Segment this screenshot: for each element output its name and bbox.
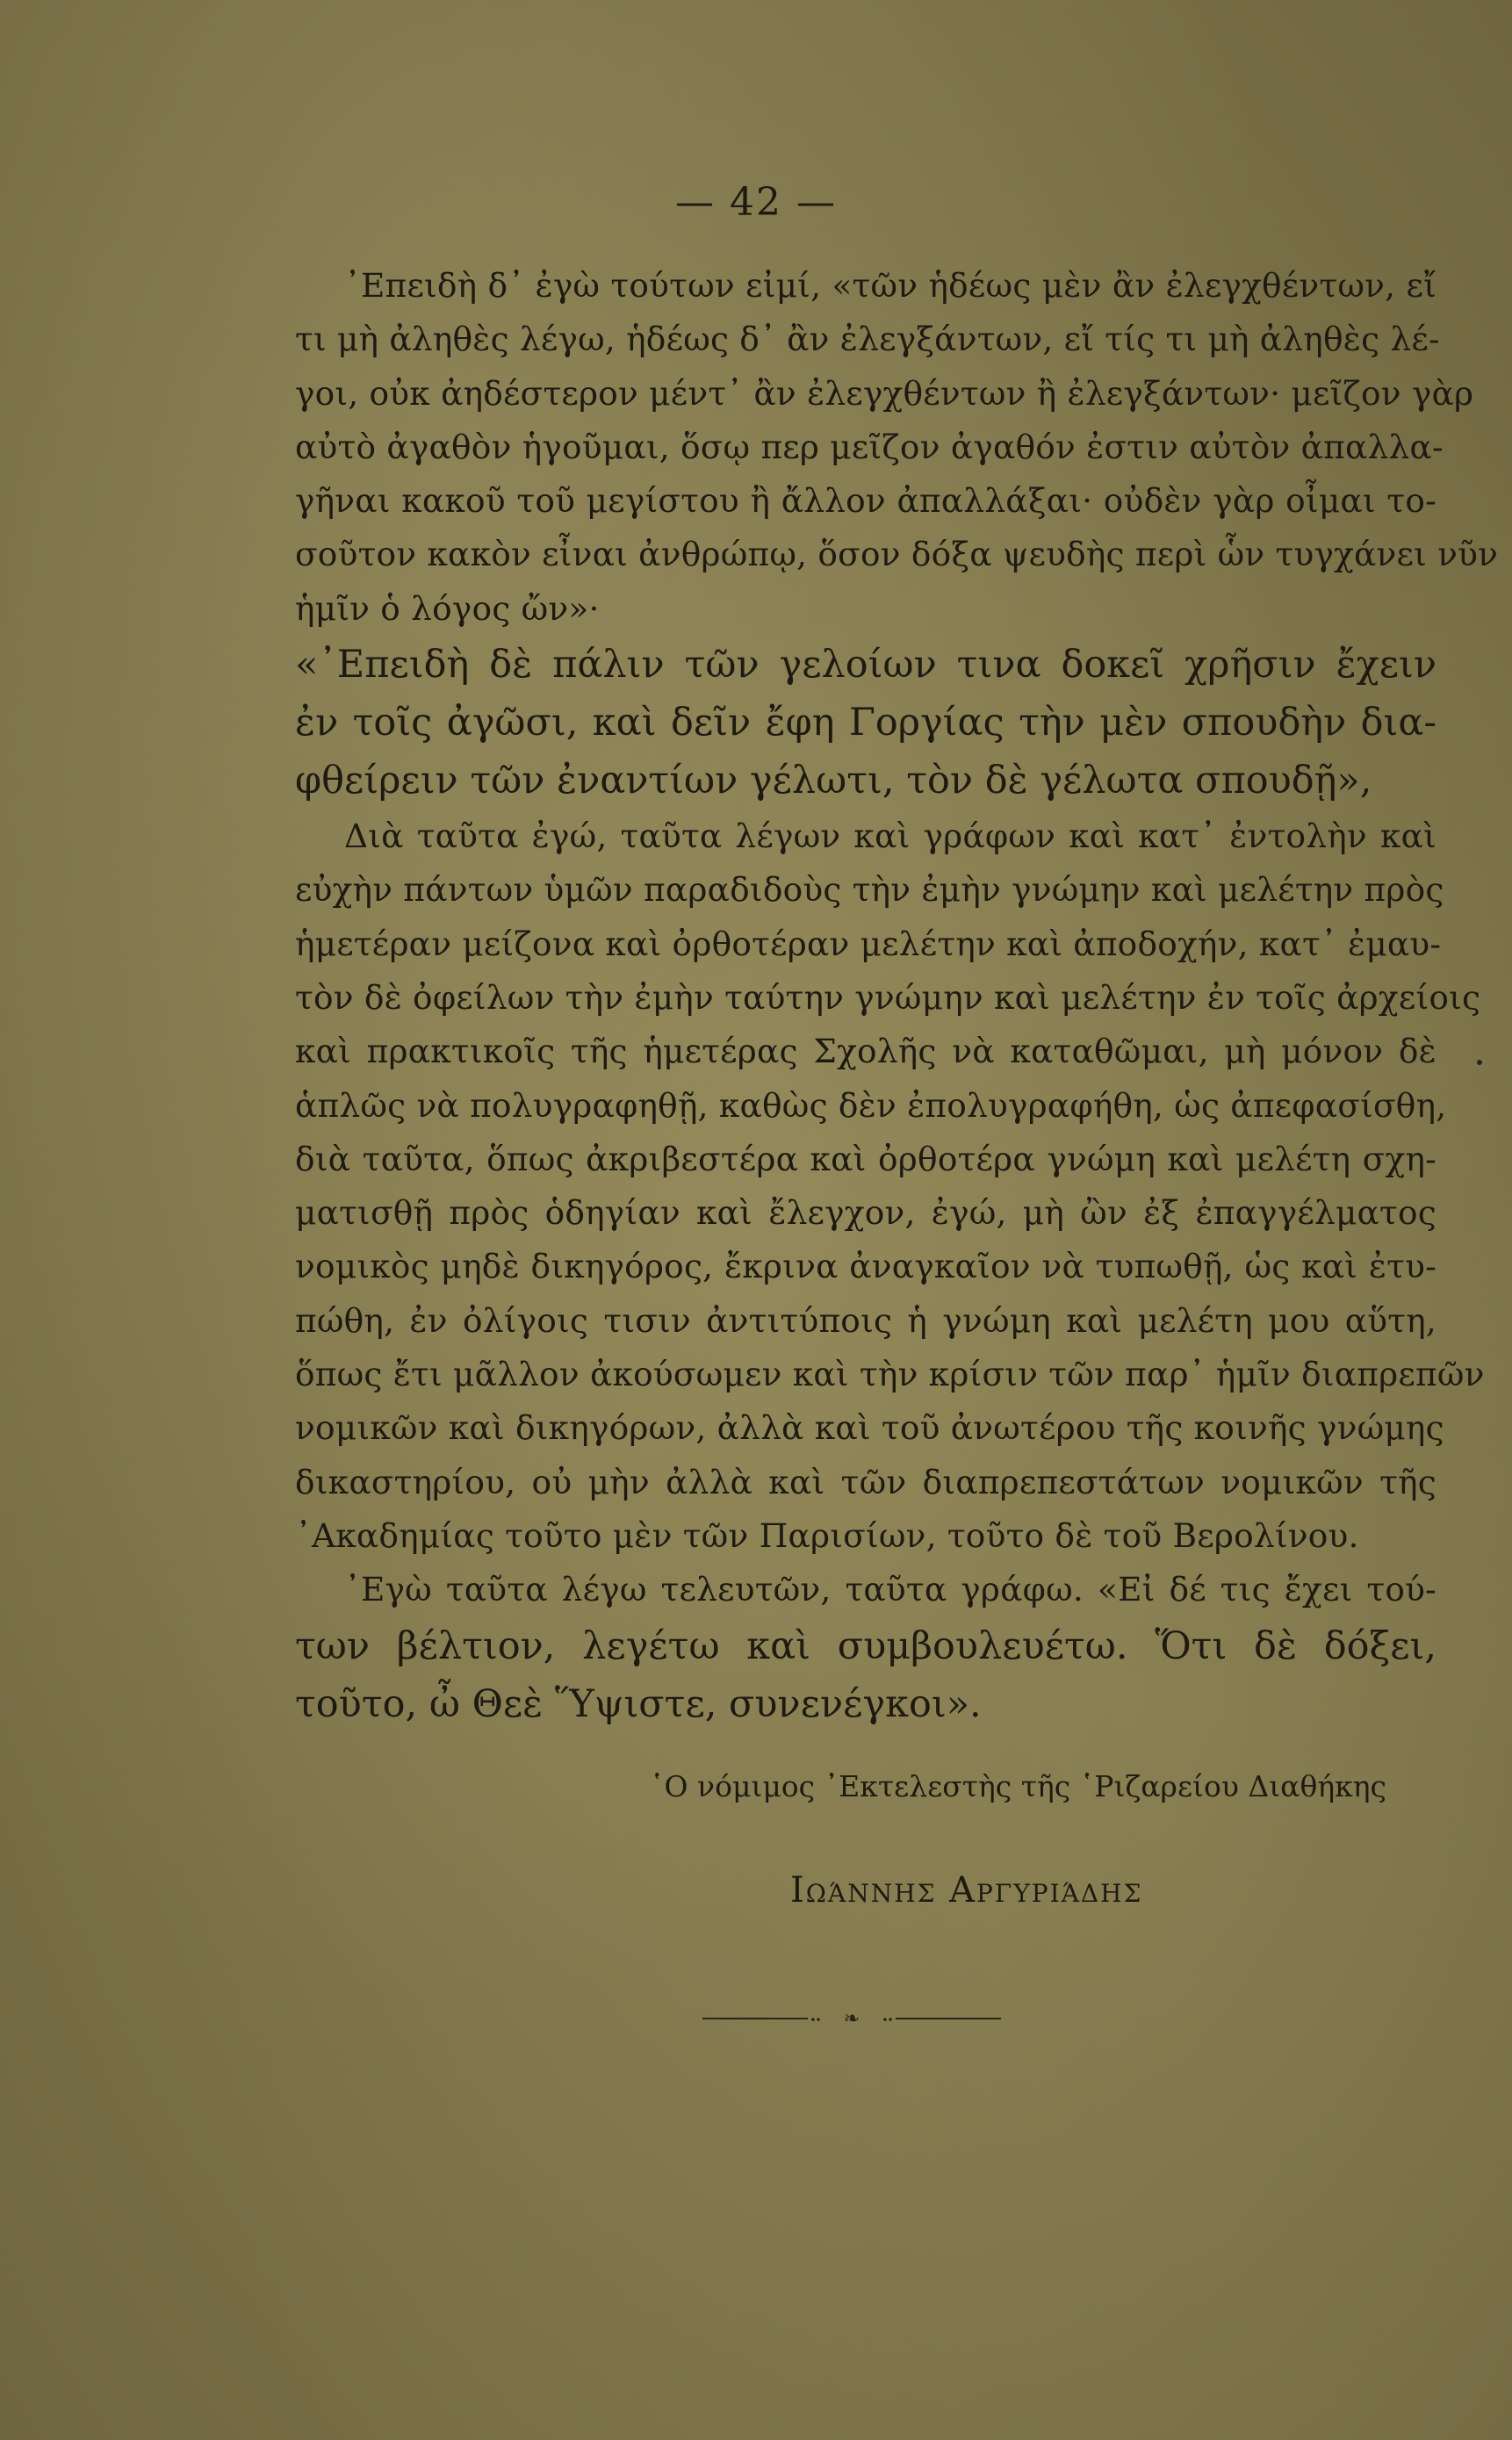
text-line: νομικῶν καὶ δικηγόρων, ἀλλὰ καὶ τοῦ ἀνωτέρου τῆς κοινῆς γνώμης — [295, 1408, 1444, 1448]
ornament-divider — [702, 2008, 1001, 2029]
ornament-dot — [883, 2018, 887, 2021]
text-line: ἡμετέραν μείζονα καὶ ὀρθοτέραν μελέτην καὶ ἀποδοχήν, κατ᾿ ἐμαυ- — [295, 924, 1442, 963]
text-line: γοι, οὐκ ἀηδέστερον μέντ᾿ ἂν ἐλεγχθέντων ἢ ἐλεγξάντων· μεῖζον γὰρ — [295, 373, 1474, 413]
text-line: ᾿Επειδὴ δ᾿ ἐγὼ τούτων εἰμί, «τῶν ἡδέως μὲν ἂν ἐλεγχθέντων, εἴ — [344, 266, 1436, 305]
text-line: ᾿Ακαδημίας τοῦτο μὲν τῶν Παρισίων, τοῦτο δὲ τοῦ Βερολίνου. — [295, 1515, 1359, 1555]
text-line: φθείρειν τῶν ἐναντίων γέλωτι, τὸν δὲ γέλωτα σπουδῇ», — [295, 759, 1372, 803]
paragraph-3 — [295, 810, 1485, 1563]
ornament-dot — [817, 2018, 820, 2021]
text-line: τοῦτο, ὦ Θεὲ Ὕψιστε, συνενέγκοι». — [295, 1681, 982, 1726]
ornament-dot — [811, 2018, 815, 2021]
text-line: πώθη, ἐν ὀλίγοις τισιν ἀντιτύποις ἡ γνώμη καὶ μελέτη μου αὕτη, — [295, 1300, 1436, 1340]
signature-title: ῾Ο νόμιμος ᾿Εκτελεστὴς τῆς ῾Ριζαρείου Διαθήκης — [650, 1769, 1386, 1803]
text-line: νομικὸς μηδὲ δικηγόρος, ἔκρινα ἀναγκαῖον νὰ τυπωθῇ, ὡς καὶ ἐτυ- — [295, 1247, 1436, 1286]
text-line: ὅπως ἔτι μᾶλλον ἀκούσωμεν καὶ τὴν κρίσιν τῶν παρ᾿ ἡμῖν διαπρεπῶν — [295, 1355, 1485, 1394]
body-text — [295, 259, 1499, 1733]
ornament-fleuron-icon: ❧ — [843, 2008, 860, 2029]
text-line: αὐτὸ ἀγαθὸν ἡγοῦμαι, ὅσῳ περ μεῖζον ἀγαθόν ἐστιν αὐτὸν ἀπαλλα- — [295, 427, 1444, 466]
text-line: καὶ πρακτικοῖς τῆς ἡμετέρας Σχολῆς νὰ καταθῶμαι, μὴ μόνον δὲ — [295, 1032, 1436, 1071]
text-line: ἡμῖν ὁ λόγος ὤν»· — [295, 588, 600, 628]
text-line: τι μὴ ἀληθὲς λέγω, ἡδέως δ᾿ ἂν ἐλεγξάντων, εἴ τίς τι μὴ ἀληθὲς λέ- — [295, 320, 1440, 359]
text-line: δικαστηρίου, οὐ μὴν ἀλλὰ καὶ τῶν διαπρεπεστάτων νομικῶν τῆς — [295, 1462, 1436, 1501]
ornament-dot — [889, 2018, 892, 2021]
text-line: «᾿Επειδὴ δὲ πάλιν τῶν γελοίων τινα δοκεῖ χρῆσιν ἔχειν — [295, 643, 1436, 687]
text-line: ᾿Εγὼ ταῦτα λέγω τελευτῶν, ταῦτα γράφω. «Εἰ δέ τις ἔχει τού- — [344, 1570, 1436, 1609]
paragraph-2-quotation — [295, 636, 1436, 810]
text-line: γῆναι κακοῦ τοῦ μεγίστου ἢ ἄλλον ἀπαλλάξαι· οὐδὲν γὰρ οἶμαι το- — [295, 481, 1436, 521]
text-line: ματισθῇ πρὸς ὁδηγίαν καὶ ἔλεγχον, ἐγώ, μὴ ὢν ἐξ ἐπαγγέλματος — [295, 1193, 1436, 1233]
text-line: των βέλτιον, λεγέτω καὶ συμβουλευέτω. Ὅτι δὲ δόξει, — [295, 1623, 1436, 1668]
paragraph-5-quotation — [295, 1617, 1436, 1733]
paragraph-4 — [295, 1563, 1436, 1616]
text-line: ἁπλῶς νὰ πολυγραφηθῇ, καθὼς δὲν ἐπολυγραφήθη, ὡς ἀπεφασίσθη, — [295, 1085, 1447, 1125]
text-line: τὸν δὲ ὀφείλων τὴν ἐμὴν ταύτην γνώμην καὶ μελέτην ἐν τοῖς ἀρχείοις — [295, 977, 1481, 1017]
page-number: — 42 — — [675, 180, 837, 225]
ink-speck — [1477, 1060, 1482, 1065]
text-line: σοῦτον κακὸν εἶναι ἀνθρώπῳ, ὅσον δόξα ψευδὴς περὶ ὧν τυγχάνει νῦν — [295, 535, 1499, 574]
text-line: διὰ ταῦτα, ὅπως ἀκριβεστέρα καὶ ὀρθοτέρα γνώμη καὶ μελέτη σχη- — [295, 1139, 1436, 1178]
text-line: εὐχὴν πάντων ὑμῶν παραδιδοὺς τὴν ἐμὴν γνώμην καὶ μελέτην πρὸς — [295, 870, 1444, 910]
paragraph-1 — [295, 259, 1499, 636]
text-line: Διὰ ταῦτα ἐγώ, ταῦτα λέγων καὶ γράφων καὶ κατ᾿ ἐντολὴν καὶ — [344, 817, 1436, 856]
text-line: ἐν τοῖς ἀγῶσι, καὶ δεῖν ἔφη Γοργίας τὴν μὲν σπουδὴν δια- — [295, 701, 1436, 745]
signature-name: Ιωάννης Αργυριάδης — [790, 1870, 1143, 1911]
